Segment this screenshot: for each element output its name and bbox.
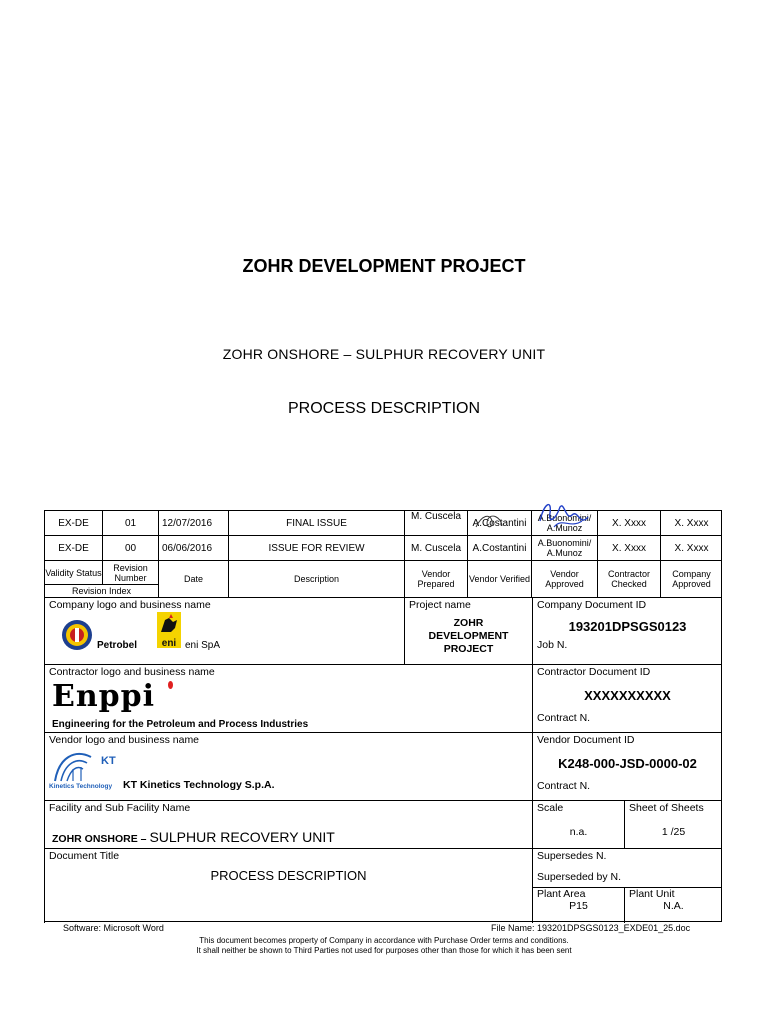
- sheet-label: Sheet of Sheets: [629, 802, 704, 814]
- superseded-by-label: Superseded by N.: [537, 871, 622, 883]
- contractor-doc-label: Contractor Document ID: [537, 666, 651, 678]
- vendor-name: KT Kinetics Technology S.p.A.: [123, 779, 275, 791]
- petrobel-logo-icon: [61, 618, 93, 652]
- document-title-label: Document Title: [49, 850, 120, 862]
- header-contractor-checked: Contractor Checked: [597, 560, 660, 597]
- eni-logo-icon: [157, 612, 181, 648]
- vendor-label: Vendor logo and business name: [49, 734, 200, 746]
- rev-vendor-prepared: [404, 510, 467, 535]
- footer-software: Software: Microsoft Word: [63, 923, 164, 933]
- document-title-cell: [44, 848, 532, 923]
- rev-contractor-checked: X. Xxxx: [597, 510, 660, 535]
- footer-file-name: File Name: 193201DPSGS0123_EXDE01_25.doc: [491, 923, 691, 933]
- rev-vendor-prepared: M. Cuscela: [404, 535, 467, 560]
- eni-logo-text: eni: [161, 638, 177, 649]
- rev-company-approved: X. Xxxx: [660, 510, 722, 535]
- header-description: Description: [228, 560, 404, 597]
- project-name: ZOHR DEVELOPMENT PROJECT: [428, 617, 509, 655]
- header-revision: Revision Number: [102, 560, 158, 584]
- vendor-contract: Contract N.: [537, 780, 591, 792]
- rev-company-approved: X. Xxxx: [660, 535, 722, 560]
- rev-description: FINAL ISSUE: [228, 510, 404, 535]
- sheet-value: 1 /25: [661, 826, 686, 838]
- facility-name: [52, 829, 335, 845]
- petrobel-name: Petrobel: [97, 640, 138, 651]
- company-label: Company logo and business name: [49, 599, 211, 611]
- plant-unit-cell: [624, 887, 722, 923]
- header-vendor-prepared: Vendor Prepared: [404, 560, 467, 597]
- kt-logo-sub: Kinetics Technology: [49, 783, 113, 790]
- project-name-cell: [404, 597, 532, 664]
- rev-vendor-verified: A.Costantini: [467, 535, 531, 560]
- eni-name: eni SpA: [185, 640, 221, 651]
- rev-date: 06/06/2016: [158, 535, 228, 560]
- sheet-cell: [624, 800, 722, 848]
- contractor-doc-cell: [532, 664, 722, 732]
- scale-cell: [532, 800, 624, 848]
- company-doc-cell: [532, 597, 722, 664]
- company-doc-label: Company Document ID: [537, 599, 647, 611]
- eni-dog-icon: [157, 614, 181, 636]
- rev-status: EX-DE: [44, 535, 102, 560]
- rev-date: 12/07/2016: [158, 510, 228, 535]
- header-vendor-approved: Vendor Approved: [531, 560, 597, 597]
- title-block: [44, 510, 722, 922]
- footer-note-2: It shall neither be shown to Third Parties not used for purposes other than those for which it has been sent: [196, 946, 572, 955]
- supersedes-cell: [532, 848, 722, 887]
- document-title: PROCESS DESCRIPTION: [210, 868, 367, 883]
- rev-vendor-approved: A.Buonomini/ A.Munoz: [531, 535, 597, 560]
- header-validity: Validity Status: [44, 560, 102, 584]
- facility-name-bold: ZOHR ONSHORE –: [52, 833, 147, 845]
- scale-value: n.a.: [569, 826, 588, 838]
- company-logo-area: [44, 597, 404, 664]
- project-label: Project name: [409, 599, 471, 611]
- document-type: PROCESS DESCRIPTION: [287, 400, 481, 417]
- plant-area-value: P15: [569, 900, 588, 912]
- kt-logo-text: KT: [101, 755, 116, 767]
- enppi-logo: Enppi: [52, 679, 156, 714]
- kt-logo-icon: [51, 747, 99, 783]
- page-title: ZOHR DEVELOPMENT PROJECT: [242, 256, 526, 276]
- signature-icon: [472, 511, 506, 533]
- facility-cell: [44, 800, 532, 848]
- rev-vendor-approved: [531, 510, 597, 535]
- header-date: Date: [158, 560, 228, 597]
- company-doc-id: 193201DPSGS0123: [568, 619, 687, 634]
- vendor-logo-area: [44, 732, 532, 800]
- facility-label: Facility and Sub Facility Name: [49, 802, 191, 814]
- rev-number: 01: [102, 510, 158, 535]
- page-subtitle: ZOHR ONSHORE – SULPHUR RECOVERY UNIT: [222, 346, 546, 362]
- plant-area-label: Plant Area: [537, 888, 586, 900]
- vendor-doc-label: Vendor Document ID: [537, 734, 635, 746]
- scale-label: Scale: [537, 802, 564, 814]
- rev-vendor-verified: [467, 510, 531, 535]
- rev-status: EX-DE: [44, 510, 102, 535]
- supersedes-label: Supersedes N.: [537, 850, 607, 862]
- facility-name-rest: SULPHUR RECOVERY UNIT: [149, 829, 335, 845]
- contractor-label: Contractor logo and business name: [49, 666, 215, 678]
- contractor-contract: Contract N.: [537, 712, 591, 724]
- rev-description: ISSUE FOR REVIEW: [228, 535, 404, 560]
- vendor-doc-cell: [532, 732, 722, 800]
- header-vendor-verified: Vendor Verified: [467, 560, 531, 597]
- plant-unit-label: Plant Unit: [629, 888, 675, 900]
- rev-contractor-checked: X. Xxxx: [597, 535, 660, 560]
- plant-unit-value: N.A.: [663, 900, 684, 912]
- contractor-doc-id: XXXXXXXXXX: [584, 688, 671, 703]
- vendor-verified-name: A.Costantini: [472, 517, 527, 529]
- header-revision-index: Revision Index: [44, 584, 158, 597]
- enppi-tagline: Engineering for the Petroleum and Process Industries: [52, 719, 309, 730]
- vendor-approved-name: A.Buonomini/ A.Munoz: [537, 513, 592, 533]
- job-number: Job N.: [537, 639, 568, 651]
- vendor-doc-id: K248-000-JSD-0000-02: [558, 756, 697, 771]
- signature-blue-icon: [534, 499, 594, 533]
- footer-note-1: This document becomes property of Company in accordance with Purchase Order terms and conditions.: [199, 936, 569, 945]
- enppi-flame-icon: [168, 681, 173, 689]
- plant-area-cell: [532, 887, 624, 923]
- rev-number: 00: [102, 535, 158, 560]
- contractor-logo-area: [44, 664, 532, 732]
- header-company-approved: Company Approved: [660, 560, 722, 597]
- vendor-prepared-name: M. Cuscela: [410, 511, 461, 522]
